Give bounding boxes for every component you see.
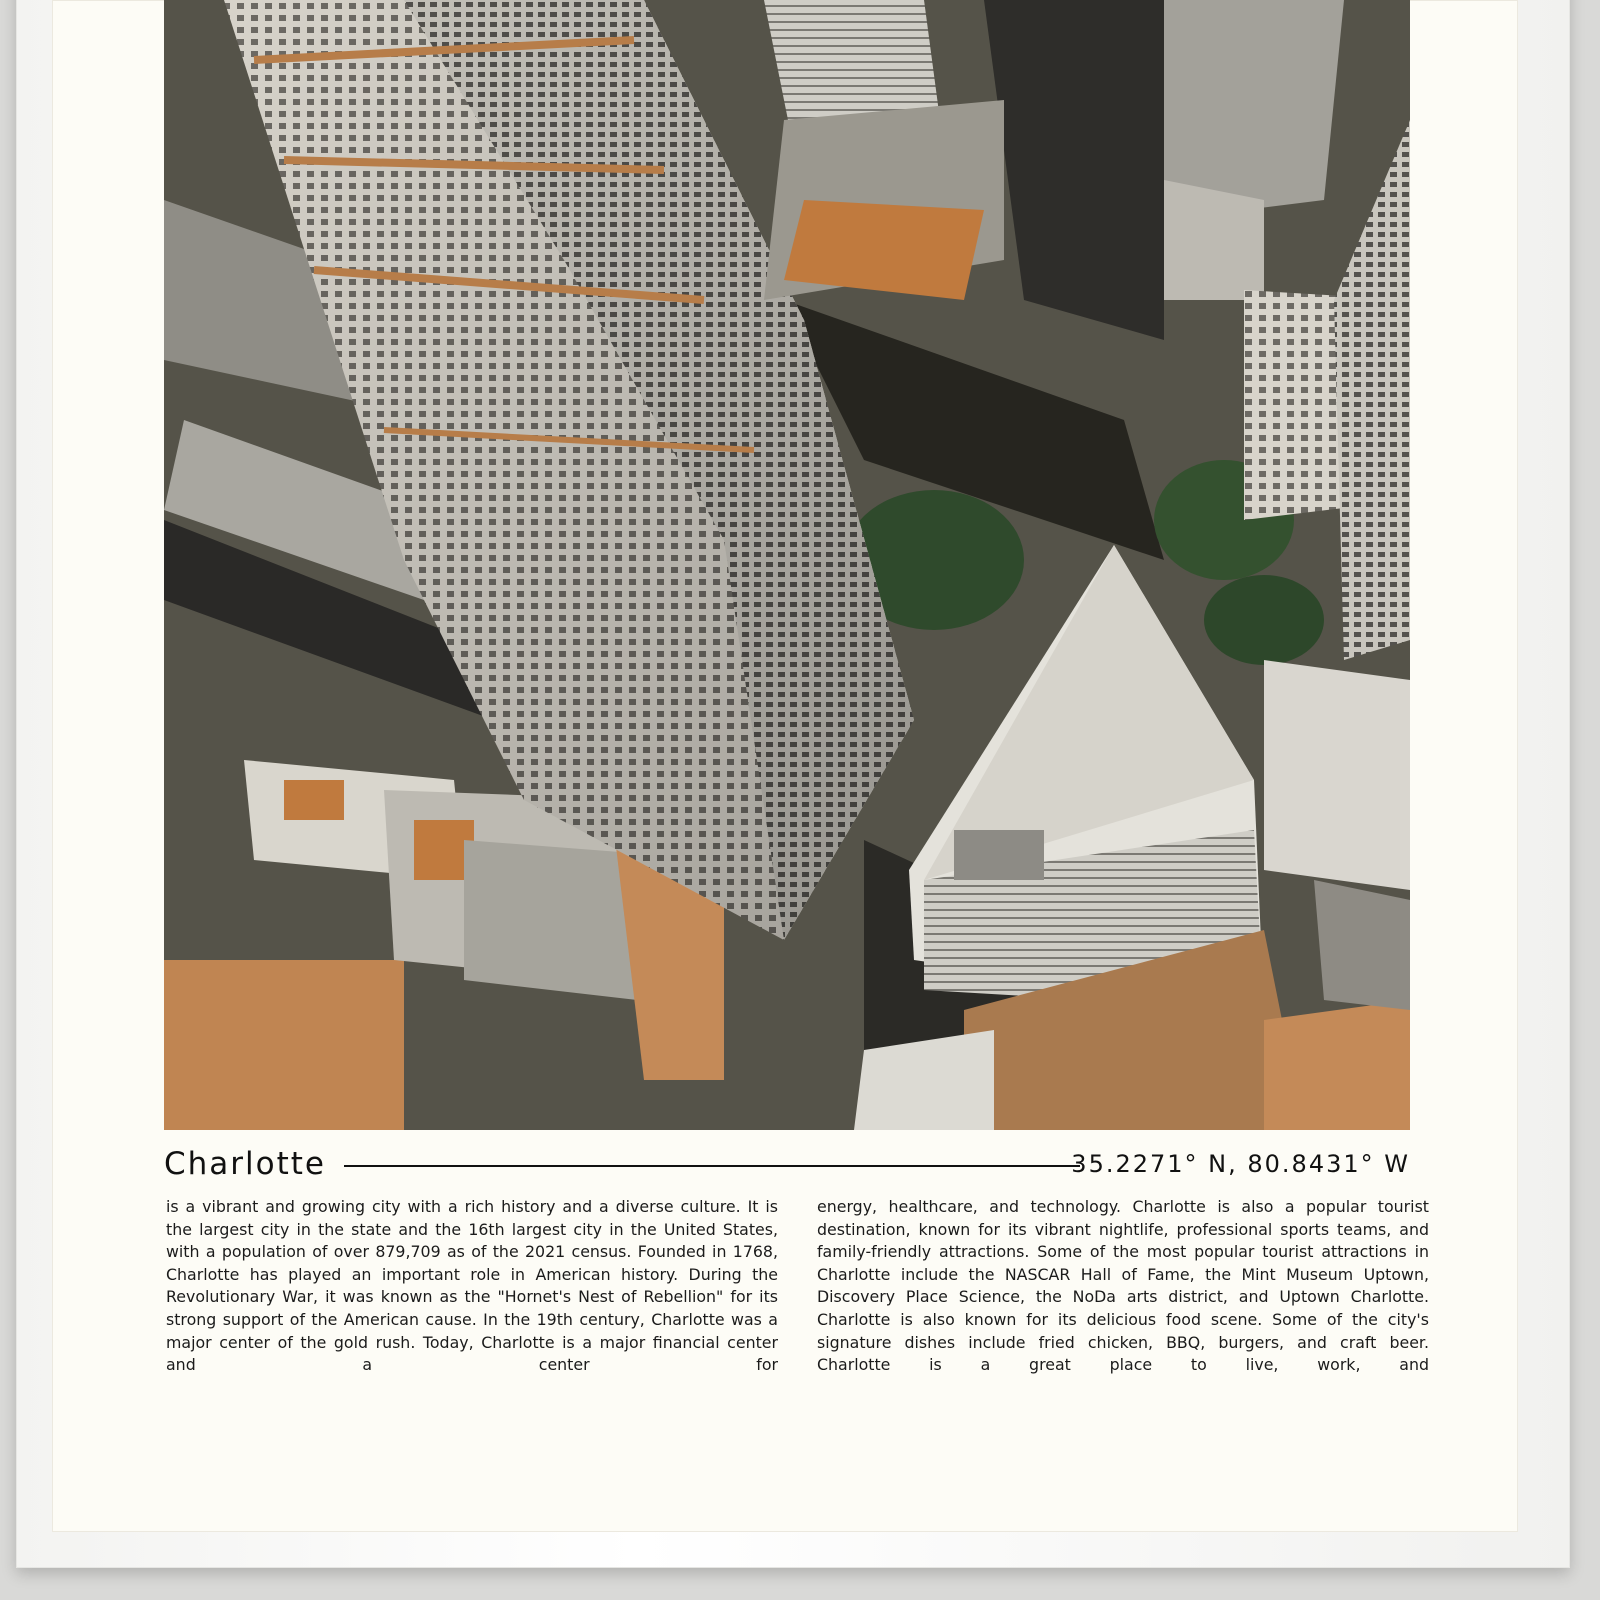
description-right-column: energy, healthcare, and technology. Charlotte is also a popular tourist destination, known for its vibrant nightlife, professional sports teams, and family-friendly attractions. Some of the most popular tourist attractions in Charlotte include the NASCAR Hall of Fame, the Mint Museum Uptown, Discovery Place Science, the NoDa arts district, and Uptown Charlotte. Charlotte is also known for its delicious food scene. Some of the city's signature dishes include fried chicken, BBQ, burgers, and craft beer. Charlotte is a great place to live, work, and	[817, 1197, 1429, 1375]
city-coordinates: 35.2271° N, 80.8431° W	[1071, 1150, 1410, 1178]
description-left-column: is a vibrant and growing city with a rich history and a diverse culture. It is the largest city in the state and the 16th largest city in the United States, with a population of over 879,709 as of the 2021 census. Founded in 1768, Charlotte has played an important role in American history. During the Revolutionary War, it was known as the "Hornet's Nest of Rebellion" for its strong support of the American cause. In the 19th century, Charlotte was a major center of the gold rush. Today, Charlotte is a major financial center and a center for	[166, 1197, 778, 1375]
aerial-city-photo	[164, 0, 1410, 1130]
title-row	[164, 1143, 1410, 1185]
title-divider-line	[344, 1165, 1080, 1167]
city-title: Charlotte	[164, 1146, 326, 1182]
